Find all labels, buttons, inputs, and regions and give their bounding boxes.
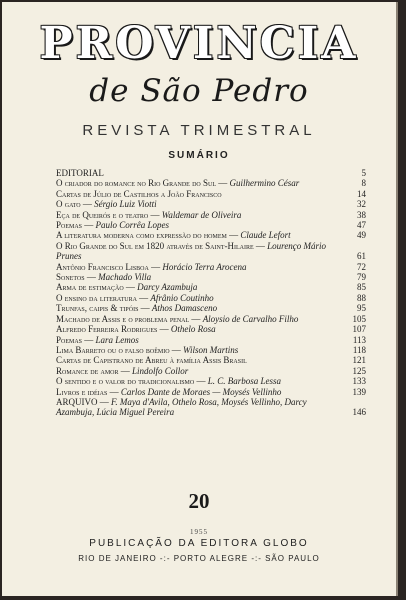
- contents-heading: SUMÁRIO: [168, 150, 230, 161]
- list-item: Livros e idéias — Carlos Dante de Moraes — Moysés Vellinho 139: [56, 386, 366, 397]
- list-item: O sentido e o valor do tradicionalismo — L. C. Barbosa Lessa 133: [56, 376, 366, 387]
- page-number: 32: [357, 199, 366, 210]
- page-number: 107: [352, 324, 366, 335]
- list-item: O criador do romance no Rio Grande do Sul — Guilhermino César 8: [56, 178, 366, 189]
- issue-number: 20: [188, 489, 210, 513]
- list-item: Cartas de Capistrano de Abreu à família Assis Brasil 121: [56, 355, 366, 366]
- page-number: 133: [352, 376, 366, 387]
- list-item: Lima Barreto ou o falso boêmio — Wilson Martins 118: [56, 344, 366, 355]
- list-item: Antônio Francisco Lisboa — Horácio Terra Arocena 72: [56, 261, 366, 272]
- cities-line: RIO DE JANEIRO -:- PORTO ALEGRE -:- SÃO PAULO: [78, 554, 320, 563]
- masthead-title: PROVINCIA: [39, 18, 359, 69]
- list-item: Arma de estimação — Darcy Azambuja 85: [56, 282, 366, 293]
- list-item: Eça de Queirós e o teatro — Waldemar de Oliveira 38: [56, 209, 366, 220]
- list-item: Poemas — Paulo Corrêa Lopes 47: [56, 220, 366, 231]
- table-of-contents: [56, 168, 366, 418]
- page-number: 139: [352, 386, 366, 397]
- page-number: 72: [357, 261, 366, 272]
- list-item: Poemas — Lara Lemos 113: [56, 334, 366, 345]
- page-number: 8: [361, 178, 366, 189]
- list-item: Alfredo Ferreira Rodrigues — Othelo Rosa 107: [56, 324, 366, 335]
- masthead-script-subtitle: de São Pedro: [89, 73, 309, 109]
- page-number: 79: [357, 272, 366, 283]
- page-number: 85: [357, 282, 366, 293]
- list-item: Machado de Assis e o problema penal — Aloysio de Carvalho Filho 105: [56, 313, 366, 324]
- list-item: Trunfas, caipis & tipóis — Athos Damasceno 95: [56, 303, 366, 314]
- list-item: O gato — Sérgio Luiz Viotti 32: [56, 199, 366, 210]
- page-number: 113: [352, 334, 366, 345]
- list-item: O Rio Grande do Sul em 1820 através de Saint-Hilaire — Lourenço Mário Prunes 61: [56, 240, 366, 262]
- masthead-tagline: REVISTA TRIMESTRAL: [82, 122, 316, 139]
- page-number: 38: [357, 209, 366, 220]
- page-number: 88: [357, 292, 366, 303]
- page-number: 14: [357, 188, 366, 199]
- publication-year: 1955: [190, 528, 208, 536]
- page-number: 121: [352, 355, 366, 366]
- list-item: Romance de amor — Lindolfo Collor 125: [56, 365, 366, 376]
- list-item: A literatura moderna como expressão do homem — Claude Lefort 49: [56, 230, 366, 241]
- publisher-line: PUBLICAÇÃO DA EDITORA GLOBO: [89, 538, 309, 549]
- list-item: EDITORIAL 5: [56, 168, 366, 178]
- list-item: Sonetos — Machado Villa 79: [56, 272, 366, 283]
- list-item: ARQUIVO — F. Maya d'Avila, Othelo Rosa, Moysés Vellinho, Darcy Azambuja, Lúcia Miguel Pereira 146: [56, 396, 366, 418]
- page-number: 125: [352, 365, 366, 376]
- page-number: 5: [361, 168, 366, 178]
- page-number: 47: [357, 220, 366, 231]
- page-number: 105: [352, 313, 366, 324]
- list-item: Cartas de Júlio de Castilhos a João Francisco 14: [56, 188, 366, 199]
- magazine-page: [2, 2, 398, 596]
- list-item: O ensino da literatura — Afrânio Coutinho 88: [56, 292, 366, 303]
- page-number: 61: [357, 251, 366, 262]
- page-number: 118: [352, 344, 366, 355]
- page-number: 146: [352, 407, 366, 418]
- page-number: 95: [357, 303, 366, 314]
- page-number: 49: [357, 230, 366, 241]
